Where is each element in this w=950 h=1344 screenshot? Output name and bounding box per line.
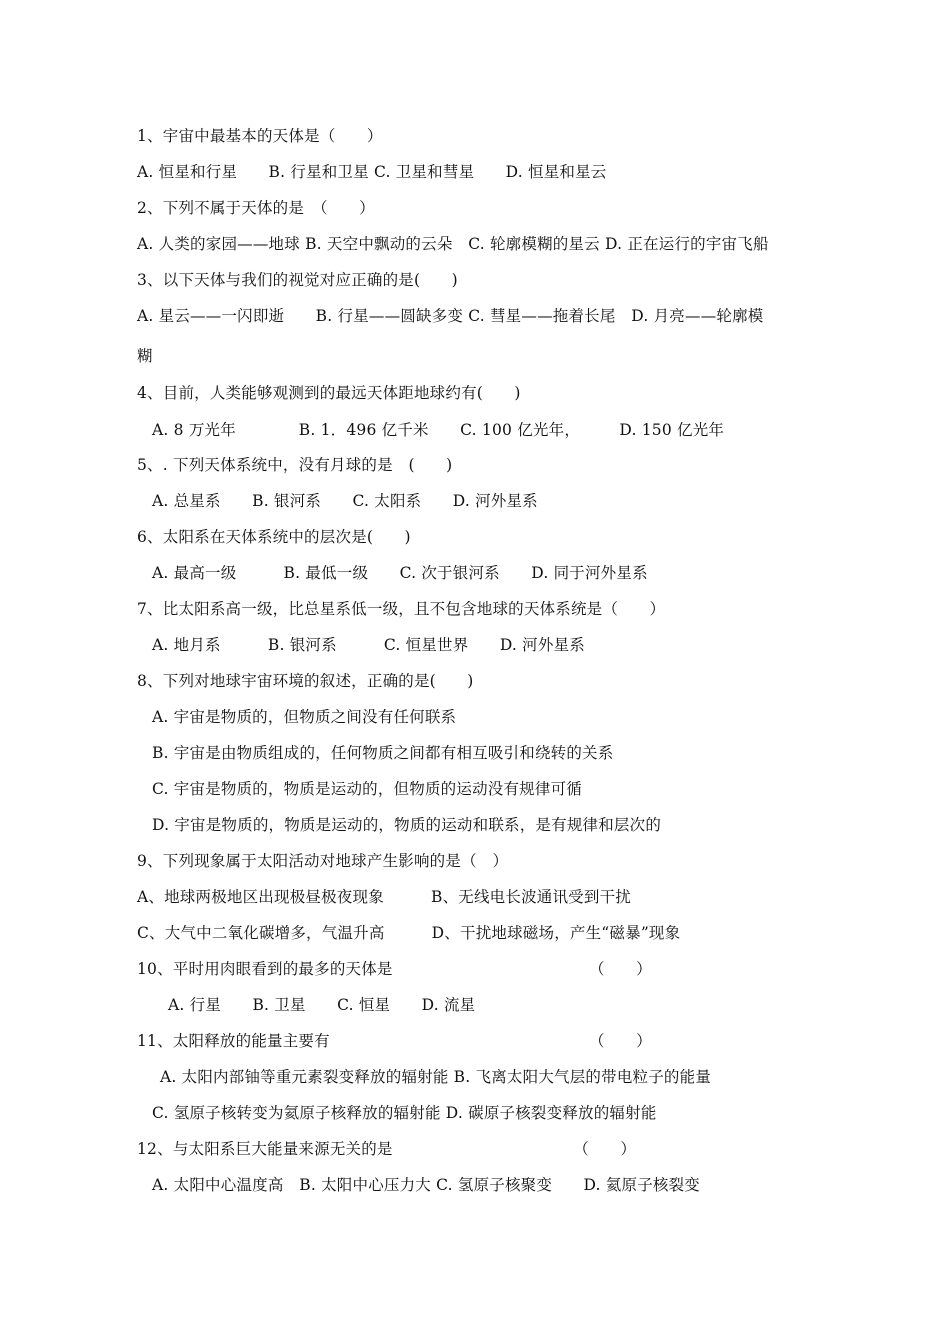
question-11-options-ab: A. 太阳内部铀等重元素裂变释放的辐射能 B. 飞离太阳大气层的带电粒子的能量 [160, 1068, 712, 1086]
question-4: 4、目前，人类能够观测到的最远天体距地球约有( ) [137, 384, 521, 402]
question-8-option-c: C. 宇宙是物质的，物质是运动的，但物质的运动没有规律可循 [152, 780, 582, 798]
question-10-options: A. 行星 B. 卫星 C. 恒星 D. 流星 [168, 996, 476, 1014]
question-9-options-cd: C、大气中二氧化碳增多，气温升高 D、干扰地球磁场，产生“磁暴”现象 [137, 924, 681, 942]
question-12: 12、与太阳系巨大能量来源无关的是 （ ） [137, 1140, 637, 1158]
question-3-options-wrap: 糊 [137, 347, 153, 365]
question-1-options: A. 恒星和行星 B. 行星和卫星 C. 卫星和彗星 D. 恒星和星云 [137, 163, 607, 181]
question-4-options: A. 8 万光年 B. 1．496 亿千米 C. 100 亿光年， D. 150 亿光年 [152, 421, 725, 439]
question-10: 10、平时用肉眼看到的最多的天体是 （ ） [137, 960, 652, 978]
question-6-options: A. 最高一级 B. 最低一级 C. 次于银河系 D. 同于河外星系 [152, 564, 648, 582]
question-8-option-d: D. 宇宙是物质的，物质是运动的，物质的运动和联系，是有规律和层次的 [152, 816, 662, 834]
question-5: 5、. 下列天体系统中，没有月球的是 ( ) [137, 456, 453, 474]
question-1: 1、宇宙中最基本的天体是（ ） [137, 127, 383, 145]
question-8-option-b: B. 宇宙是由物质组成的，任何物质之间都有相互吸引和绕转的关系 [152, 744, 614, 762]
question-7: 7、比太阳系高一级，比总星系低一级，且不包含地球的天体系统是（ ） [137, 600, 666, 618]
question-8: 8、下列对地球宇宙环境的叙述，正确的是( ) [137, 672, 474, 690]
question-7-options: A. 地月系 B. 银河系 C. 恒星世界 D. 河外星系 [152, 636, 585, 654]
question-11: 11、太阳释放的能量主要有 （ ） [137, 1032, 652, 1050]
question-3: 3、以下天体与我们的视觉对应正确的是( ) [137, 271, 458, 289]
question-2: 2、下列不属于天体的是 （ ） [137, 199, 375, 217]
question-2-options: A. 人类的家园——地球 B. 天空中飘动的云朵 C. 轮廓模糊的星云 D. 正在运行的宇宙飞船 [137, 235, 769, 253]
question-9-options-ab: A、地球两极地区出现极昼极夜现象 B、无线电长波通讯受到干扰 [137, 888, 631, 906]
question-11-options-cd: C. 氢原子核转变为氦原子核释放的辐射能 D. 碳原子核裂变释放的辐射能 [152, 1104, 657, 1122]
question-5-options: A. 总星系 B. 银河系 C. 太阳系 D. 河外星系 [152, 492, 538, 510]
question-8-option-a: A. 宇宙是物质的，但物质之间没有任何联系 [152, 708, 457, 726]
question-6: 6、太阳系在天体系统中的层次是( ) [137, 528, 411, 546]
question-9: 9、下列现象属于太阳活动对地球产生影响的是（ ） [137, 852, 509, 870]
question-3-options: A. 星云——一闪即逝 B. 行星——圆缺多变 C. 彗星——拖着长尾 D. 月亮——轮廓模 [137, 307, 764, 325]
question-12-options: A. 太阳中心温度高 B. 太阳中心压力大 C. 氢原子核聚变 D. 氦原子核裂变 [152, 1176, 701, 1194]
